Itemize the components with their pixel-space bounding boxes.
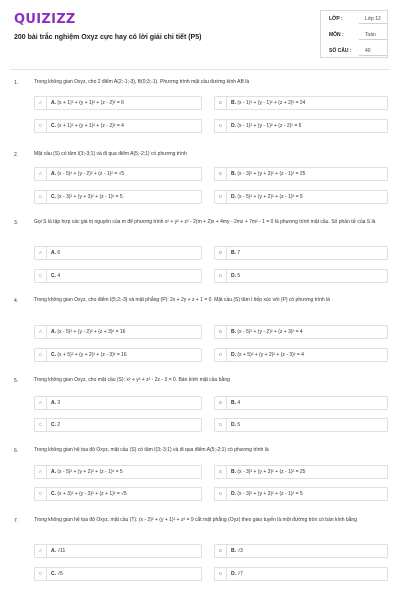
meta-value: Lớp 12 xyxy=(365,16,381,22)
option-c[interactable] xyxy=(34,190,202,204)
option-d[interactable] xyxy=(214,348,388,362)
option-a[interactable] xyxy=(34,96,202,110)
question-6 xyxy=(0,446,400,506)
option-text: 7 xyxy=(237,250,241,256)
option-c[interactable] xyxy=(34,418,202,432)
option-letter: B xyxy=(215,397,227,409)
meta-row-count xyxy=(321,43,387,59)
option-text: 4 xyxy=(237,400,241,406)
option-b[interactable] xyxy=(214,246,388,260)
option-text: (x + 5)² + (y + 2)² + (z - 3)² = 16 xyxy=(57,352,127,358)
option-label: A. xyxy=(51,100,56,106)
worksheet-title: 200 bài trắc nghiệm Oxyz cực hay có lời giải chi tiết (P5) xyxy=(14,34,202,41)
option-letter: A xyxy=(35,326,47,338)
question-7 xyxy=(0,516,400,586)
option-label: B. xyxy=(231,100,236,106)
option-letter: A xyxy=(35,466,47,478)
option-label: D. xyxy=(231,194,236,200)
meta-label: SỐ CÂU : xyxy=(329,48,352,54)
option-letter: C xyxy=(35,568,47,580)
option-a[interactable] xyxy=(34,544,202,558)
option-letter: C xyxy=(35,191,47,203)
option-letter: D xyxy=(215,191,227,203)
option-text: 3 xyxy=(57,400,61,406)
question-number: 7. xyxy=(14,518,19,524)
option-text: √7 xyxy=(237,571,243,577)
option-label: D. xyxy=(231,123,236,129)
option-a[interactable] xyxy=(34,246,202,260)
option-text: 5 xyxy=(237,422,241,428)
option-label: D. xyxy=(231,491,236,497)
option-b[interactable] xyxy=(214,396,388,410)
option-label: D. xyxy=(231,352,236,358)
question-number: 2. xyxy=(14,152,19,158)
option-label: A. xyxy=(51,469,56,475)
option-label: A. xyxy=(51,171,56,177)
option-a[interactable] xyxy=(34,465,202,479)
option-letter: D xyxy=(215,270,227,282)
option-text: (x - 5)² + (y - 2)² + (z - 1)² = √5 xyxy=(57,171,125,177)
question-number: 6. xyxy=(14,448,19,454)
option-letter: A xyxy=(35,97,47,109)
worksheet-header xyxy=(0,0,400,70)
question-number: 4. xyxy=(14,298,19,304)
option-text: √5 xyxy=(57,571,63,577)
meta-underline xyxy=(359,23,387,24)
option-letter: B xyxy=(215,545,227,557)
option-text: (x + 1)² + (y + 1)² + (z - 2)² = 4 xyxy=(57,123,124,129)
option-label: B. xyxy=(231,329,236,335)
question-5 xyxy=(0,376,400,434)
option-letter: D xyxy=(215,349,227,361)
option-text: (x - 5)² + (y + 2)² + (z - 1)² = 5 xyxy=(237,194,303,200)
option-b[interactable] xyxy=(214,465,388,479)
question-2 xyxy=(0,150,400,210)
option-d[interactable] xyxy=(214,190,388,204)
option-d[interactable] xyxy=(214,119,388,133)
meta-row-subject xyxy=(321,27,387,43)
option-text: (x - 3)² + (y + 3)² + (z - 1)² = 25 xyxy=(237,469,306,475)
option-letter: A xyxy=(35,397,47,409)
option-label: C. xyxy=(51,194,56,200)
meta-label: MÔN : xyxy=(329,32,344,38)
option-text: (x - 1)² + (y - 1)² + (z + 2)² = 24 xyxy=(237,100,306,106)
option-letter: D xyxy=(215,120,227,132)
option-d[interactable] xyxy=(214,269,388,283)
option-label: A. xyxy=(51,250,56,256)
option-letter: A xyxy=(35,168,47,180)
option-letter: B xyxy=(215,466,227,478)
option-text: (x - 3)² + (y + 3)² + (z - 1)² = 25 xyxy=(237,171,306,177)
option-text: (x - 5)² + (y - 2)² + (z + 3)² = 16 xyxy=(57,329,126,335)
option-label: A. xyxy=(51,329,56,335)
option-a[interactable] xyxy=(34,325,202,339)
option-d[interactable] xyxy=(214,418,388,432)
option-label: B. xyxy=(231,171,236,177)
option-text: (x - 3)² + (y + 3)² + (z - 1)² = 5 xyxy=(237,491,303,497)
option-label: B. xyxy=(231,548,236,554)
option-text: (x - 1)² + (y - 1)² + (z - 2)² = 6 xyxy=(237,123,302,129)
question-text: Gọi S là tập hợp các giá trị nguyên của m để phương trình x² + y² + z² - 2(m + 2)x + 4my - 2mz + 7m² - 1 = 0 là phương trình mặt cầu. Số phần tử của S là xyxy=(34,219,376,225)
question-text: Trong không gian hệ tọa độ Oxyz, mặt cầu (S) có tâm I(3;-3;1) và đi qua điểm A(5;-2;1) có phương trình là xyxy=(34,447,269,453)
option-c[interactable] xyxy=(34,119,202,133)
option-letter: B xyxy=(215,97,227,109)
option-letter: D xyxy=(215,488,227,500)
option-c[interactable] xyxy=(34,487,202,501)
option-label: D. xyxy=(231,571,236,577)
option-letter: B xyxy=(215,326,227,338)
option-letter: B xyxy=(215,168,227,180)
option-label: B. xyxy=(231,400,236,406)
option-a[interactable] xyxy=(34,396,202,410)
option-a[interactable] xyxy=(34,167,202,181)
question-text: Trong không gian Oxyz, cho 2 điểm A(2;-1;-3), B(0;3;-1). Phương trình mặt cầu đường kính AB là xyxy=(34,79,250,85)
option-letter: C xyxy=(35,349,47,361)
option-text: (x - 5)² + (y - 2)² + (z + 3)² = 4 xyxy=(237,329,303,335)
option-c[interactable] xyxy=(34,269,202,283)
question-number: 5. xyxy=(14,378,19,384)
meta-underline xyxy=(359,55,387,56)
question-1 xyxy=(0,78,400,138)
option-text: 2 xyxy=(57,422,61,428)
option-text: (x - 5)² + (y + 2)² + (z - 1)² = 5 xyxy=(57,469,123,475)
question-text: Mặt cầu (S) có tâm I(3;-3;1) và đi qua điểm A(5;-2;1) có phương trình xyxy=(34,151,187,157)
option-label: C. xyxy=(51,273,56,279)
option-c[interactable] xyxy=(34,567,202,581)
option-b[interactable] xyxy=(214,544,388,558)
question-number: 1. xyxy=(14,80,19,86)
option-d[interactable] xyxy=(214,487,388,501)
option-label: D. xyxy=(231,422,236,428)
question-text: Trong không gian Oxyz, cho mặt cầu (S): x² + y² + z² - 2z - 3 = 0. Bán kính mặt cầu bằng xyxy=(34,377,230,383)
meta-underline xyxy=(359,39,387,40)
option-text: (x + 3)² + (y - 3)² + (z + 1)² = √5 xyxy=(57,491,127,497)
question-4 xyxy=(0,296,400,362)
option-label: C. xyxy=(51,571,56,577)
option-label: D. xyxy=(231,273,236,279)
option-label: C. xyxy=(51,123,56,129)
option-label: B. xyxy=(231,250,236,256)
question-number: 3. xyxy=(14,220,19,226)
option-letter: A xyxy=(35,247,47,259)
option-letter: A xyxy=(35,545,47,557)
option-text: 5 xyxy=(237,273,241,279)
option-text: √11 xyxy=(57,548,66,554)
option-letter: C xyxy=(35,120,47,132)
option-text: (x + 1)² + (y + 1)² + (z - 2)² = 6 xyxy=(57,100,124,106)
option-letter: C xyxy=(35,419,47,431)
option-text: (x - 3)² + (y + 3)² + (z - 1)² = 5 xyxy=(57,194,123,200)
worksheet-meta-box xyxy=(320,10,388,58)
option-text: (x + 5)² + (y + 2)² + (z - 3)² = 4 xyxy=(237,352,304,358)
option-letter: B xyxy=(215,247,227,259)
question-3 xyxy=(0,218,400,284)
option-letter: C xyxy=(35,488,47,500)
option-letter: C xyxy=(35,270,47,282)
option-text: 6 xyxy=(57,250,61,256)
option-letter: D xyxy=(215,419,227,431)
option-letter: D xyxy=(215,568,227,580)
option-c[interactable] xyxy=(34,348,202,362)
option-label: C. xyxy=(51,422,56,428)
question-text: Trong không gian hệ tọa độ Oxyz, mặt cầu (T): (x - 2)² + (y + 1)² + z² = 9 cắt mặt phẳng (Oyz) theo giao tuyến là một đường tròn có bán kính bằng xyxy=(34,517,357,523)
option-label: A. xyxy=(51,548,56,554)
option-label: A. xyxy=(51,400,56,406)
option-label: C. xyxy=(51,491,56,497)
header-divider xyxy=(10,69,390,70)
option-label: C. xyxy=(51,352,56,358)
meta-label: LỚP : xyxy=(329,16,343,22)
option-text: √3 xyxy=(237,548,243,554)
option-d[interactable] xyxy=(214,567,388,581)
meta-value: Toán xyxy=(365,32,376,38)
option-label: B. xyxy=(231,469,236,475)
option-text: 4 xyxy=(57,273,61,279)
meta-row-class xyxy=(321,11,387,27)
meta-value: 40 xyxy=(365,48,371,54)
option-b[interactable] xyxy=(214,167,388,181)
quizizz-logo: QUIZIZZ xyxy=(14,12,76,27)
option-b[interactable] xyxy=(214,96,388,110)
question-text: Trong không gian Oxyz, cho điểm I(5;2;-3) và mặt phẳng (P): 2x + 2y + z + 1 = 0. Mặt cầu (S) tâm I tiếp xúc với (P) có phương trình là xyxy=(34,297,330,303)
option-b[interactable] xyxy=(214,325,388,339)
